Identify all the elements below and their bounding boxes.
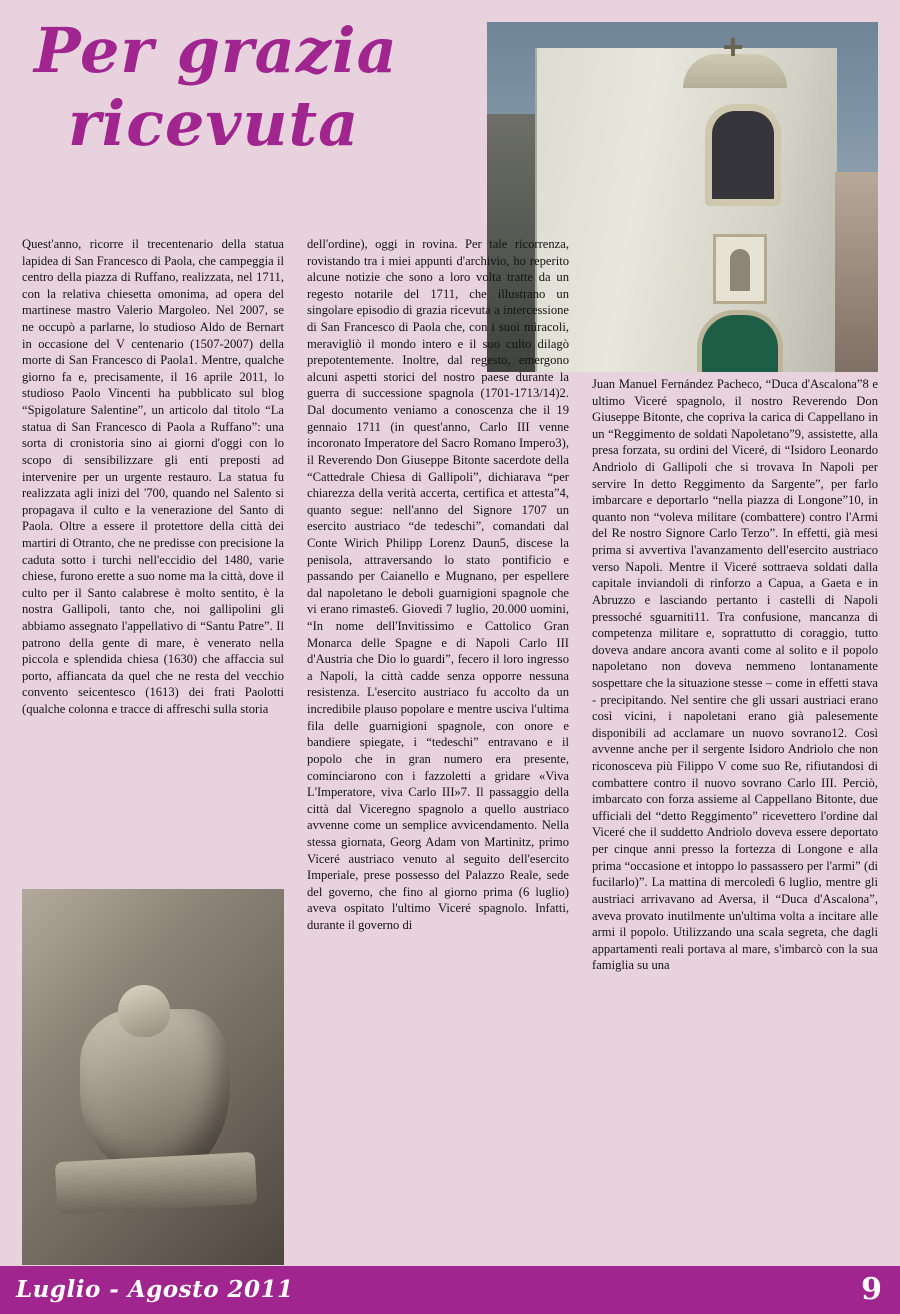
photo-pediment	[683, 54, 787, 88]
photo-window	[705, 104, 781, 206]
column-1-text: Quest'anno, ricorre il trecentenario della statua lapidea di San Francesco di Paola, che campeggia il centro della piazza di Ruffano, realizzata, nel 1711, con la relativa chiesetta omonima, ad opera del martinese mastro Valerio Margoleo. Nel 2007, se ne occupò a parlarne, lo studioso Aldo de Bernart in occasione del V centenario (1507-2007) della morte di San Francesco di Paola1. Mentre, qualche giorno fa e, precisamente, il 16 aprile 2011, lo studioso Paolo Vincenti ha pubblicato sul blog “Spigolature Salentine”, un articolo dal titolo “La statua di San Francesco di Paola a Ruffano”: una sorta di cronistoria sino ai giorni d'oggi con lo scopo di sensibilizzare gli enti preposti ad intervenire per un urgente restauro. La statua fu realizzata agli inizi del '700, quando nel Salento si propagava il culto e la venerazione del Santo di Paola. Oltre a essere il protettore della città dei martiri di Otranto, che ne predisse con precisione la caduta sotto i turchi nell'eccidio del 1480, varie chiese, furono erette a suo nome ma la città, dove il culto per il Santo calabrese è molto sentito, è la nostra Gallipoli, tanto che, noi gallipolini gli abbiamo assegnato l'appellativo di “Santu Patre”. Il patrono della gente di mare, è venerato nella piccola e splendida chiesa (1630) che affaccia sul porto, affiancata da quel che ne resta del vecchio convento seicentesco (1613) dei frati Paolotti (qualche colonna e tracce di affreschi sulla storia	[22, 237, 284, 717]
page-number: 9	[861, 1272, 882, 1307]
issue-date: Luglio - Agosto 2011	[16, 1276, 294, 1303]
photo-main-door	[697, 310, 783, 372]
column-2-text: dell'ordine), oggi in rovina. Per tale ricorrenza, rovistando tra i miei appunti d'archivio, ho reperito alcune notizie che sono a loro volta tratte da un regesto notarile del 1711, che illustrano un singolare episodio di grazia ricevuta a intercessione di San Francesco di Paola che, con i suoi miracoli, meravigliò il mondo intero e il suo culto dilagò prepotentemente. Inoltre, dal regesto, emergono alcuni aspetti storici del nostro paese durante la guerra di successione spagnola (1701-1713/14)2. Dal documento veniamo a conoscenza che il 19 gennaio 1711 (in quest'anno, Carlo III venne incoronato Imperatore del Sacro Romano Impero3), il Reverendo Don Giuseppe Bitonte sacerdote della “Cattedrale Chiesa di Gallipoli”, dichiarava “per chiarezza della verità accerta, certifica et attesta”4, quanto segue: nell'anno del Signore 1707 un esercito austriaco “de tedeschi”, comandati dal Conte Wirich Philipp Lorenz Daun5, discese la penisola, attraversando lo stato pontificio e passando per Caianello e Mugnano, per espellere dal napoletano le deboli guarnigioni spagnole che vi erano rimaste6. Giovedì 7 luglio, 20.000 uomini, “In nome dell'Invitissimo e Cattolico Gran Monarca delle Spagne e di Napoli Carlo III d'Austria che Dio lo guardi”, fecero il loro ingresso a Napoli, la città cadde senza opporre nessuna resistenza. L'esercito austriaco fu accolto da un incredibile plauso popolare e mentre usciva l'ultima fila delle guarnigioni spagnole, con onore e bandiere spiegate, i “tedeschi” entravano e il popolo che in gran numero era presente, cominciarono con i fazzoletti a gridare «Viva L'Imperatore, viva Carlo III»7. Il passaggio della città dal Viceregno spagnolo a quello austriaco avvenne come un semplice avvicendamento. Nella stessa giornata, Georg Adam von Martinitz, primo Viceré austriaco venuto al seguito dell'esercito Imperiale, prese possesso del Palazzo Reale, sede del governo, che fino al giorno prima (6 luglio) aveva ospitato l'ultimo Viceré spagnolo. Infatti, durante il governo di	[307, 237, 569, 932]
statue-base	[55, 1152, 257, 1214]
photo-adjacent-building	[835, 172, 878, 372]
statue-head	[118, 985, 170, 1037]
article-column-2	[307, 236, 569, 1261]
article-column-1	[22, 236, 284, 881]
photo-facade	[535, 48, 837, 372]
photo-niche-statue	[713, 234, 767, 304]
page-title-line2: ricevuta	[68, 87, 360, 161]
stone-statue-corbel-photo	[22, 889, 284, 1265]
article-column-3	[592, 376, 878, 1266]
page-footer	[0, 1266, 900, 1314]
page-title	[22, 14, 492, 161]
page-title-line1: Per grazia	[34, 14, 398, 87]
column-3-text: Juan Manuel Fernández Pacheco, “Duca d'Ascalona”8 e ultimo Viceré spagnolo, il nostro Reverendo Don Giuseppe Bitonte, che copriva la carica di Cappellano in un “Reggimento de soldati Napoletano”9, assistette, alla presa forzata, su ordini del Viceré, di “Isidoro Leonardo Andriolo di Gallipoli che si trovava In Napoli per servire In detto Reggimento da Sargente”, per farlo imbarcare e deportarlo “nella piazza di Longone”10, in quanto non “voleva militare (combattere) contro l'Armi del Re nostro Signore Carlo Terzo”. In effetti, già mesi prima si avvertiva l'avanzamento dell'esercito austriaco verso Napoli. Mentre il Viceré sottraeva soldati dalla capitale inviandoli di rinforzo a Capua, a Gaeta e in Abruzzo e lasciando pertanto i castelli di Napoli pressoché sguarniti11. Tra confusione, mancanza di competenza militare e, soprattutto di coraggio, tutto doveva andare ancora avanti come al solito e il popolo napoletano non doveva nemmeno lontanamente sospettare che la situazione stesse – come in effetti stava - precipitando. Nel sentire che gli ussari austriaci erano così vicini, i napoletani erano già palesemente disponibili ad acclamare un nuovo sovrano12. Così avvenne anche per il sergente Isidoro Andriolo che non riconosceva più Filippo V come suo Re, rifiutandosi di combattere contro il nuovo sovrano Carlo III. Perciò, imbarcato con forza assieme al Cappellano Bitonte, due ufficiali del “detto Reggimento” ricevettero l'ordine dal Viceré che il suddetto Andriolo doveva essere deportato per cinque anni presso la fortezza di Longone e alla prima “occasione et intoppo lo passassero per l'armi” (di fucilarlo)”. La mattina di mercoledì 6 luglio, mentre gli austriaci arrivavano ad Aversa, il “Duca d'Ascalona”, aveva provato inutilmente un'ultima volta a incitare alle armi il popolo. Utilizzando una scala segreta, che dagli appartamenti reali portava al mare, s'imbarcò con la sua famiglia su una	[592, 377, 878, 973]
